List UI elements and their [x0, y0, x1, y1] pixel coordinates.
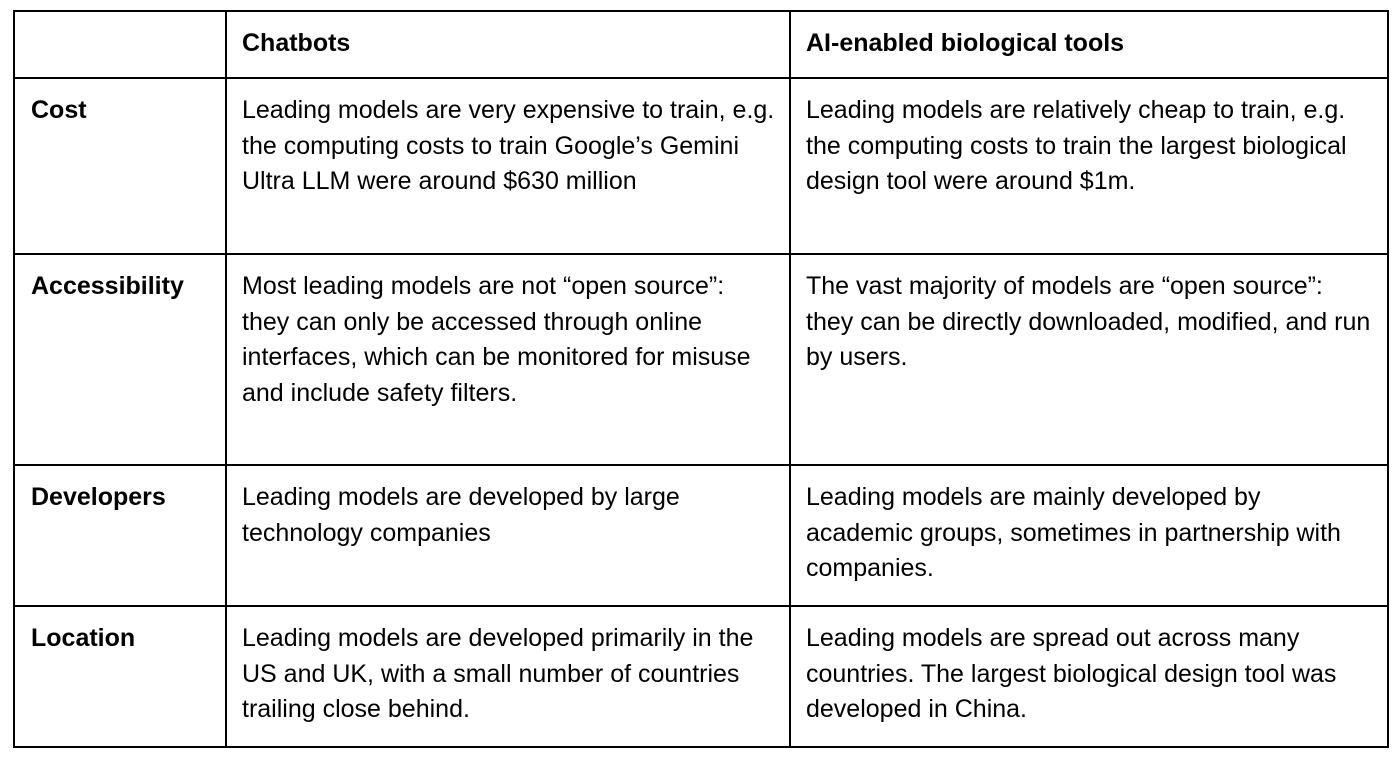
table-row-location	[14, 606, 1388, 747]
header-cell-chatbots: Chatbots	[226, 11, 790, 78]
cell-developers-bio-tools: Leading models are mainly developed by academic groups, sometimes in partnership with companies.	[790, 465, 1388, 606]
cell-accessibility-chatbots: Most leading models are not “open source”: they can only be accessed through online interfaces, which can be monitored for misuse and include safety filters.	[226, 254, 790, 465]
comparison-table	[13, 10, 1389, 748]
cell-cost-chatbots: Leading models are very expensive to train, e.g. the computing costs to train Google’s Gemini Ultra LLM were around $630 million	[226, 78, 790, 254]
cell-cost-bio-tools: Leading models are relatively cheap to train, e.g. the computing costs to train the largest biological design tool were around $1m.	[790, 78, 1388, 254]
row-label-cost: Cost	[14, 78, 226, 254]
table-row-accessibility	[14, 254, 1388, 465]
row-label-accessibility: Accessibility	[14, 254, 226, 465]
row-label-developers: Developers	[14, 465, 226, 606]
row-label-location: Location	[14, 606, 226, 747]
header-cell-empty	[14, 11, 226, 78]
table-row-developers	[14, 465, 1388, 606]
header-cell-bio-tools: AI-enabled biological tools	[790, 11, 1388, 78]
cell-location-bio-tools: Leading models are spread out across many countries. The largest biological design tool was developed in China.	[790, 606, 1388, 747]
cell-developers-chatbots: Leading models are developed by large technology companies	[226, 465, 790, 606]
table-header-row	[14, 11, 1388, 78]
cell-accessibility-bio-tools: The vast majority of models are “open source”: they can be directly downloaded, modified, and run by users.	[790, 254, 1388, 465]
cell-location-chatbots: Leading models are developed primarily in the US and UK, with a small number of countries trailing close behind.	[226, 606, 790, 747]
table-row-cost	[14, 78, 1388, 254]
